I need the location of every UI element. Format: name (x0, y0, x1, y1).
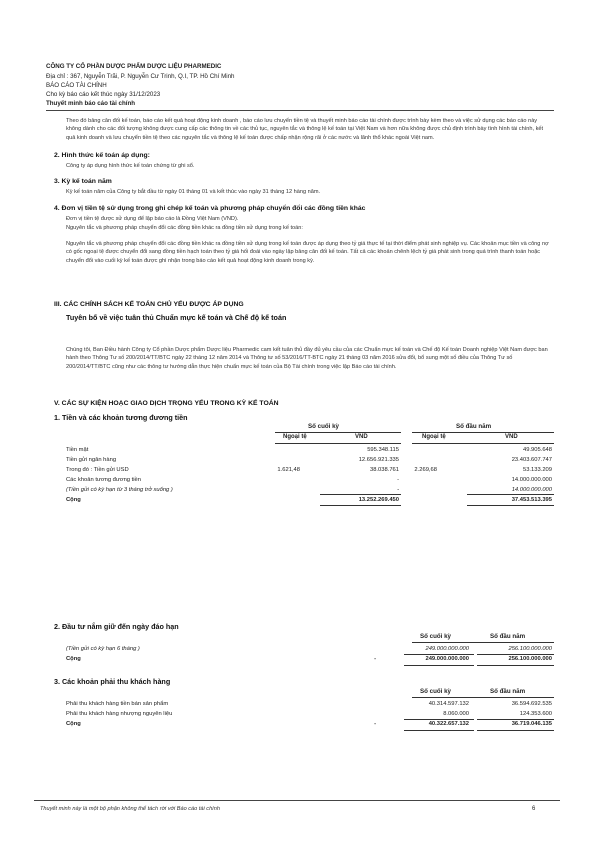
fx-end-value: 1.621,48 (277, 467, 300, 473)
table1-row (66, 446, 552, 455)
table3-title: 3. Các khoản phải thu khách hàng (54, 677, 171, 686)
section-2-text: Công ty áp dụng hình thức kế toán chứng từ ghi sổ. (66, 163, 195, 169)
end-value: 40.314.597.132 (428, 701, 469, 707)
table1-total-underline-start (467, 505, 554, 506)
intro-paragraph: Theo đó bảng cân đối kế toán, báo cáo kết quả hoạt động kinh doanh , báo cáo lưu chuyển tiền tệ và thuyết minh báo cáo tài chính được trình bày kèm theo và việc sử dụng các báo cáo này không dành cho các đối tượng không được cung cấp các thông tin về các thủ tục, nguyên tắc và thông lệ kế toán tại Việt Nam và hơn nữa không được chủ định trình bày tình hình tài chính, kết quả kinh doanh và lưu chuyển tiền tệ theo các nguyên tắc và thông lệ kế toán được chấp nhận rộng rãi ở các nước và lãnh thổ khác ngoài Việt nam. (66, 118, 544, 141)
section-4-p2: Nguyên tắc và phương pháp chuyển đổi các đồng tiền khác ra đồng tiền sử dụng trong kế toán: (66, 225, 303, 231)
dash-value: - (374, 721, 376, 727)
vnd-end-value: 595.348.115 (367, 447, 399, 453)
vnd-end-value: - (397, 487, 399, 493)
table2-total-rule-start (477, 654, 554, 655)
table2-total-underline-end (404, 665, 474, 666)
header-rule (46, 110, 554, 111)
section-4-title: 4. Đơn vị tiền tệ sử dụng trong ghi chép kế toán và phương pháp chuyển đổi các đồng tiền khác (54, 205, 366, 212)
vnd-end-value: 13.252.269.450 (358, 497, 399, 503)
footer-rule (34, 800, 560, 801)
table1-col-vnd-start: VND (505, 434, 518, 440)
table1-total-rule-start (467, 494, 554, 495)
section-III-subtitle: Tuyên bố về việc tuân thủ Chuẩn mực kế toán và Chế độ kế toán (66, 313, 287, 322)
table2-row (66, 655, 552, 664)
section-3-title: 3. Kỳ kế toán năm (54, 178, 112, 185)
table3-total-rule-start (477, 719, 554, 720)
end-value: 249.000.000.000 (425, 656, 469, 662)
table1-title: 1. Tiền và các khoản tương đương tiền (54, 413, 188, 422)
end-value: 249.000.000.000 (425, 646, 469, 652)
section-2-title: 2. Hình thức kế toán áp dụng: (54, 152, 150, 159)
table1-col-fx-start: Ngoại tệ (422, 434, 446, 440)
row-label: (Tiền gửi có kỳ hạn 6 tháng ) (66, 646, 140, 652)
vnd-start-value: 14.000.000.000 (511, 477, 552, 483)
section-V-title: V. CÁC SỰ KIỆN HOẠC GIAO DỊCH TRỌNG YẾU TRONG KỲ KẾ TOÁN (54, 400, 279, 407)
start-value: 256.100.000.000 (508, 646, 552, 652)
end-value: 40.322.657.132 (428, 721, 469, 727)
table3-row (66, 700, 552, 709)
table2-total-underline-start (477, 665, 554, 666)
table1-group-start: Số đầu năm (456, 423, 492, 430)
report-period: Cho kỳ báo cáo kết thúc ngày 31/12/2023 (46, 91, 161, 98)
table1-col-fx-end: Ngoại tệ (283, 434, 307, 440)
row-label: Tiền gửi ngân hàng (66, 457, 117, 463)
table1-group-end: Số cuối kỳ (308, 423, 339, 430)
section-4-p1: Đơn vị tiền tệ được sử dụng để lập báo cáo là Đồng Việt Nam (VND). (66, 216, 239, 222)
vnd-end-value: 38.038.761 (369, 467, 399, 473)
company-address: Địa chỉ : 367, Nguyễn Trãi, P. Nguyễn Cư Trinh, Q.I, TP. Hồ Chí Minh (46, 73, 235, 80)
row-label: Cộng (66, 656, 81, 662)
vnd-start-value: 23.403.607.747 (511, 457, 552, 463)
company-name: CÔNG TY CỔ PHẦN DƯỢC PHẨM DƯỢC LIỆU PHARMEDIC (46, 63, 222, 70)
vnd-start-value: 49.905.648 (522, 447, 552, 453)
report-title: BÁO CÁO TÀI CHÍNH (46, 82, 107, 89)
table1-header-rule-end (275, 443, 401, 444)
table1-row (66, 496, 552, 505)
dash-value: - (374, 656, 376, 662)
footer-note: Thuyết minh này là một bộ phận không thể tách rời với Báo cáo tài chính (40, 806, 220, 812)
section-III-text: Chúng tôi, Ban Điều hành Công ty Cổ phần Dược phẩm Dược liệu Pharmedic cam kết tuân thủ đầy đủ yêu cầu của các Chuẩn mực kế toán và Chế độ Kế toán Doanh nghiệp Việt Nam được ban hành theo Thông Tư số 200/2014/TT/BTC ngày 22 tháng 12 năm 2014 và Thông tư số 53/2016/TT-BTC ngày 21 tháng 03 năm 2016 sửa đổi, bổ sung một số điều của Thông Tư số 200/2014/TT/BTC cũng như các thông tư hướng dẫn thực hiện chuẩn mực kế toán của Bộ Tài chính trong việc lập Báo cáo tài chính. (66, 347, 548, 370)
fx-start-value: 2.269,68 (414, 467, 437, 473)
vnd-start-value: 53.133.209 (522, 467, 552, 473)
table3-total-underline-end (404, 730, 474, 731)
table3-row (66, 710, 552, 719)
table1-header-rule-start (412, 443, 554, 444)
row-label: Cộng (66, 497, 81, 503)
vnd-start-value: 37.453.513.395 (511, 497, 552, 503)
start-value: 256.100.000.000 (508, 656, 552, 662)
report-subtitle: Thuyết minh báo cáo tài chính (46, 100, 136, 107)
table2-title: 2. Đầu tư nắm giữ đến ngày đáo hạn (54, 622, 179, 631)
table1-row (66, 456, 552, 465)
table1-row (66, 466, 552, 475)
row-label: Phải thu khách hàng tiền bán sản phẩm (66, 701, 169, 707)
vnd-end-value: - (397, 477, 399, 483)
table2-total-rule-end (404, 654, 474, 655)
start-value: 124.353.600 (519, 711, 552, 717)
table3-total-underline-start (477, 730, 554, 731)
table2-col-start: Số đầu năm (490, 633, 526, 640)
table3-col-end: Số cuối kỳ (420, 688, 451, 695)
table3-col-start: Số đầu năm (490, 688, 526, 695)
section-III-title: III. CÁC CHÍNH SÁCH KẾ TOÁN CHỦ YẾU ĐƯỢC ÁP DỤNG (54, 301, 244, 308)
row-label: (Tiền gửi có kỳ hạn từ 3 tháng trở xuống ) (66, 487, 173, 493)
table3-total-rule-end (404, 719, 474, 720)
table2-header-rule (412, 642, 554, 643)
page-number: 6 (532, 806, 536, 812)
section-4-p3: Nguyên tắc và phương pháp chuyển đổi các đồng tiền khác ra đồng tiền sử dụng trong kế toán được áp dụng theo tỷ giá thực tế tại thời điểm phát sinh nghiệp vụ. Các khoản mục tiền và công nợ có gốc ngoại tệ được chuyển đổi sang đồng tiền hạch toán theo tỷ giá hối đoái vào ngày lập bảng cân đối kế toán. Tất cả các khoản chênh lệch tỷ giá phát sinh trong quá trình thanh toán hoặc chuyển đổi vào cuối kỳ kế toán được ghi nhận trong báo cáo kết quả hoạt động kinh doanh trong kỳ. (66, 241, 549, 264)
table2-col-end: Số cuối kỳ (420, 633, 451, 640)
table3-row (66, 720, 552, 729)
table1-group-end-rule (275, 432, 401, 433)
row-label: Cộng (66, 721, 81, 727)
vnd-start-value: 14.000.000.000 (511, 487, 552, 493)
row-label: Tiền mặt (66, 447, 89, 453)
table1-group-start-rule (412, 432, 554, 433)
table1-col-vnd-end: VND (355, 434, 368, 440)
start-value: 36.594.692.535 (511, 701, 552, 707)
row-label: Phải thu khách hàng nhượng nguyên liệu (66, 711, 173, 717)
vnd-end-value: 12.656.921.335 (358, 457, 399, 463)
row-label: Trong đó : Tiền gửi USD (66, 467, 129, 473)
end-value: 8.060.000 (443, 711, 469, 717)
row-label: Các khoản tương đương tiền (66, 477, 141, 483)
table3-header-rule (412, 697, 554, 698)
table2-row (66, 645, 552, 654)
table1-total-rule-end (320, 494, 401, 495)
section-3-text: Kỳ kế toán năm của Công ty bắt đầu từ ngày 01 tháng 01 và kết thúc vào ngày 31 tháng 12 hàng năm. (66, 189, 321, 195)
start-value: 36.719.046.135 (511, 721, 552, 727)
table1-total-underline-end (320, 505, 401, 506)
table1-row (66, 476, 552, 485)
